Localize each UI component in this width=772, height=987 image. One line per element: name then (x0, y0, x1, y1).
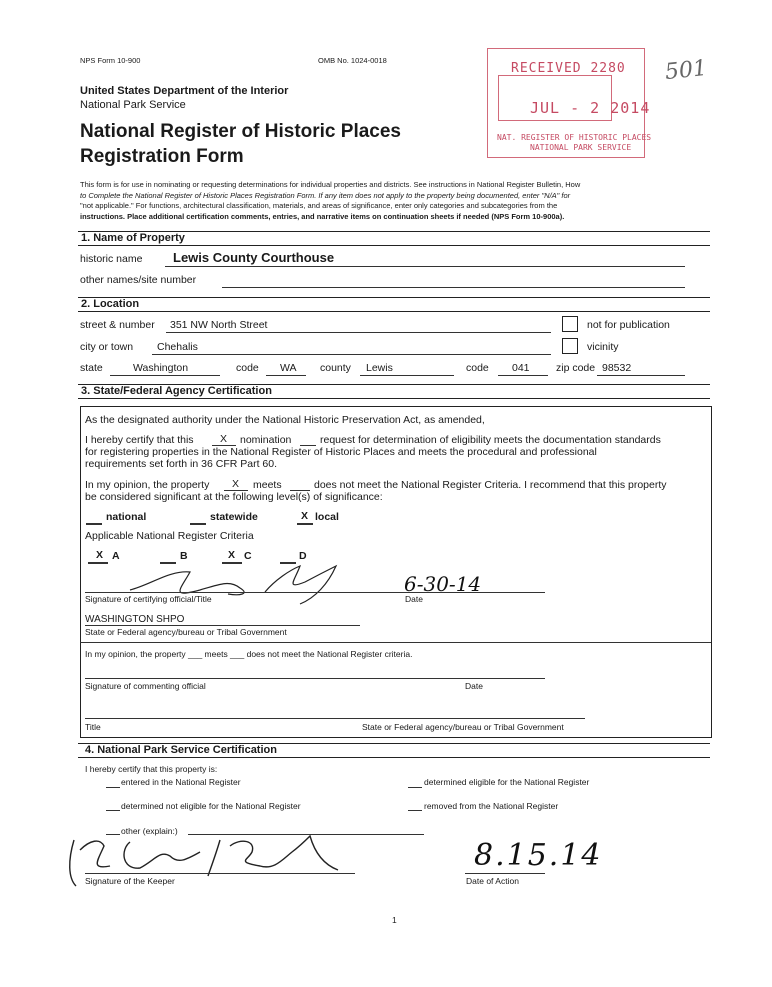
historic-name: Lewis County Courthouse (173, 250, 335, 265)
action-date-line (465, 873, 545, 874)
cert-divider-1 (80, 642, 711, 643)
city-label: city or town (80, 341, 134, 353)
cert-p2e: requirements set forth in 36 CFR Part 60. (85, 458, 277, 470)
page-title-line1: National Register of Historic Places (80, 121, 401, 142)
opt2-label: determined eligible for the National Register (424, 777, 590, 787)
street-value: 351 NW North Street (170, 319, 268, 331)
cert-p3a: In my opinion, the property (85, 479, 210, 491)
agency2-label: State or Federal agency/bureau or Tribal Government (362, 722, 564, 732)
cert-p2d: for registering properties in the National Register of Historic Places and meets the procedural and professional (85, 446, 597, 458)
level-local-mark: X (301, 510, 309, 522)
crit-a: A (112, 550, 120, 562)
section2-title: 2. Location (81, 298, 140, 310)
omb-number: OMB No. 1024-0018 (318, 56, 387, 65)
crit-d: D (299, 550, 307, 562)
opt4-blank[interactable] (408, 810, 422, 811)
opt2-blank[interactable] (408, 787, 422, 788)
cert-p3-mark: X (232, 478, 240, 490)
page-title-line2: Registration Form (80, 146, 244, 167)
cert-p3d: be considered significant at the following level(s) of significance: (85, 491, 383, 503)
stamp-date: JUL - 2 2014 (530, 99, 651, 117)
crit-a-mark: X (96, 549, 104, 561)
comment-signature-label: Signature of commenting official (85, 681, 206, 691)
comment-date-label: Date (465, 681, 483, 691)
other-names-line (222, 287, 685, 288)
level-national: national (106, 511, 147, 523)
certifying-date: 6-30-14 (404, 572, 482, 596)
vicinity-checkbox[interactable] (562, 338, 578, 354)
keeper-signature-label: Signature of the Keeper (85, 876, 175, 886)
level-statewide-blank (190, 523, 206, 525)
state-label: state (80, 362, 103, 374)
department: United States Department of the Interior (80, 85, 289, 97)
instructions-line1: This form is for use in nominating or requesting determinations for individual properties and districts. See instructions in National Register Bulletin, How (80, 180, 581, 189)
cert-p2-mark: X (220, 433, 228, 445)
city-value: Chehalis (157, 341, 198, 353)
stamp-line1: NAT. REGISTER OF HISTORIC PLACES (497, 133, 652, 142)
section4-title: 4. National Park Service Certification (85, 744, 277, 756)
opt3-blank[interactable] (106, 810, 120, 811)
city-line (152, 354, 551, 355)
historic-name-label: historic name (80, 253, 143, 265)
cert-p2c: request for determination of eligibility meets the documentation standards (320, 434, 661, 446)
not-for-publication-label: not for publication (587, 319, 670, 331)
cert-opinion2: In my opinion, the property ___ meets ___ does not meet the National Register criteria. (85, 649, 413, 659)
agency-label: State or Federal agency/bureau or Tribal Government (85, 627, 287, 637)
crit-c-mark: X (228, 549, 236, 561)
comment-signature-line (85, 678, 545, 679)
stamp-received: RECEIVED 2280 (511, 61, 626, 76)
nps-intro: I hereby certify that this property is: (85, 764, 218, 774)
level-local: local (315, 511, 339, 523)
cert-p3c: does not meet the National Register Criteria. I recommend that this property (314, 479, 667, 491)
not-for-publication-checkbox[interactable] (562, 316, 578, 332)
title-label: Title (85, 722, 101, 732)
crit-b: B (180, 550, 188, 562)
certifying-signature-line (85, 592, 545, 593)
margin-note: 501 (663, 55, 709, 86)
stamp-line2: NATIONAL PARK SERVICE (530, 143, 632, 152)
street-label: street & number (80, 319, 155, 331)
zip-value: 98532 (602, 362, 632, 374)
county-label: county (320, 362, 351, 374)
state-value: Washington (133, 362, 189, 374)
level-local-blank (297, 523, 313, 525)
service: National Park Service (80, 99, 186, 111)
street-line (166, 332, 551, 333)
county-line (360, 375, 454, 376)
section2-bar (78, 297, 710, 312)
keeper-signature-line (85, 873, 355, 874)
zip-label: zip code (556, 362, 596, 374)
section1-title: 1. Name of Property (81, 232, 185, 244)
cert-p2b: nomination (240, 434, 292, 446)
keeper-action-date: 8.15.14 (474, 838, 603, 873)
state-code-line (266, 375, 306, 376)
other-names-label: other names/site number (80, 274, 197, 286)
section3-title: 3. State/Federal Agency Certification (81, 385, 272, 397)
state-code-label: code (236, 362, 259, 374)
certifying-signature-label: Signature of certifying official/Title (85, 594, 212, 604)
action-date-label: Date of Action (466, 876, 519, 886)
crit-a-blank (88, 562, 108, 564)
title-line (85, 718, 585, 719)
opt1-label: entered in the National Register (121, 777, 241, 787)
criteria-label: Applicable National Register Criteria (85, 530, 254, 542)
instructions-line3: "not applicable." For functions, architectural classification, materials, and areas of significance, enter only categories and subcategories from the (80, 201, 558, 210)
agency-value: WASHINGTON SHPO (85, 614, 185, 625)
state-line (110, 375, 220, 376)
instructions-line4: instructions. Place additional certification comments, entries, and narrative items on continuation sheets if needed (NPS Form 10-900a). (80, 211, 565, 221)
instructions-line2: to Complete the National Register of Historic Places Registration Form. If any item does not apply to the property being documented, enter "N/A" for (80, 190, 571, 200)
county-code-value: 041 (512, 362, 530, 374)
opt4-label: removed from the National Register (424, 801, 559, 811)
state-code-value: WA (280, 362, 297, 374)
historic-name-line (165, 266, 685, 267)
opt1-blank[interactable] (106, 787, 120, 788)
cert-p3b: meets (253, 479, 282, 491)
page-number: 1 (392, 915, 397, 925)
instructions (80, 180, 710, 222)
county-value: Lewis (366, 362, 393, 374)
form-number: NPS Form 10-900 (80, 56, 141, 65)
crit-c: C (244, 550, 252, 562)
level-national-blank (86, 523, 102, 525)
vicinity-label: vicinity (587, 341, 619, 353)
certifying-date-label: Date (405, 594, 423, 604)
cert-p1: As the designated authority under the National Historic Preservation Act, as amended, (85, 414, 485, 426)
agency-line (85, 625, 360, 626)
cert-p2a: I hereby certify that this (85, 434, 194, 446)
opt3-label: determined not eligible for the National Register (121, 801, 301, 811)
county-code-label: code (466, 362, 489, 374)
level-statewide: statewide (210, 511, 258, 523)
county-code-line (498, 375, 548, 376)
opt5-label: other (explain:) (121, 826, 178, 836)
zip-line (597, 375, 685, 376)
